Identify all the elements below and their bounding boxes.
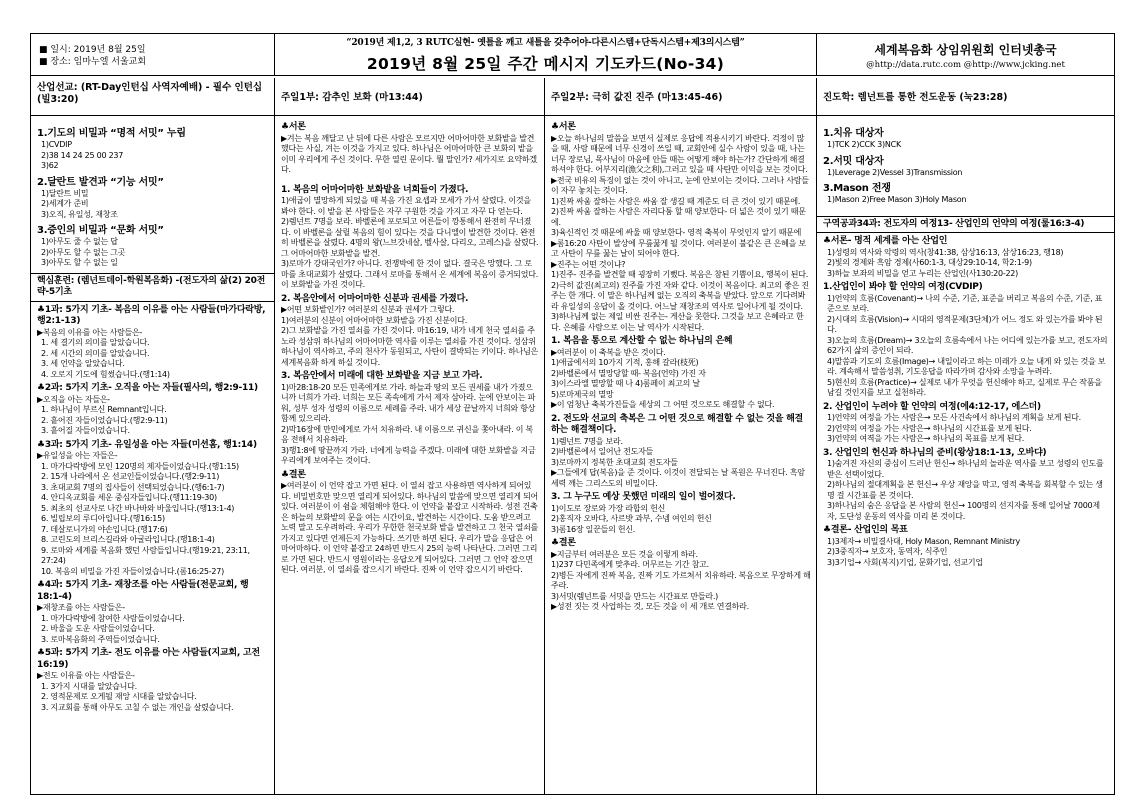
column-industrial-mission (31, 78, 275, 794)
list-item: 3. 세 언약을 알았습니다. (41, 359, 125, 368)
list-item: 1)애굽에서의 10가지 기적, 홍해 갈라(枝死) (551, 358, 699, 367)
list-item: 1)TCK 2)CCK 3)NCK (827, 140, 901, 149)
paragraph: 3)육신적인 것 때문에 싸울 때 양보한다- 영적 축복이 무엇인지 알기 때문에 (551, 228, 802, 237)
section-title: 1.산업인이 봐야 할 언약의 여정(CVDIP) (823, 282, 983, 292)
list-item: 2)아무도 할 수 없는 그곳 (41, 247, 126, 257)
column-body (817, 116, 1114, 568)
lesson-title: ♣1과: 5가지 기초- 복음의 이유를 아는 사람들(마가다락방, 행2:1-13) (37, 304, 266, 326)
paragraph: ▶진주는 어떤 것이냐? (551, 259, 626, 269)
list-item: ▶재창조를 아는 사람들은- (37, 603, 125, 612)
list-item: 9. 로마와 세계를 복음화 했던 사람들입니다.(행19:21, 23:11, 27:24) (41, 545, 250, 565)
list-item: 2)세계가 준비 (41, 199, 89, 208)
list-item: 1. 마가다락방에 모인 120명의 제자들이었습니다.(행1:15) (41, 461, 239, 471)
list-item: ▶이 엄청난 축복가진들을 세상의 그 어떤 것으로도 해결할 수 없다. (551, 400, 775, 409)
list-item: 1)달란트 비밀 (41, 188, 89, 198)
list-item: 4)말씀과 기도의 흐름(Image)→ 내일이라고 하는 미래가 오늘 내게 와 있는 것을 보라. 계속해서 말씀성취, 기도응답을 따라가며 감사와 소망을 누려라. (827, 356, 1106, 376)
org-name: 세계복음화 상임위원회 인터넷총국 (874, 43, 1057, 57)
list-item: 3)하나님의 숨은 응답을 본 사람의 헌신→ 100명의 선지자를 통해 일어날 7000제자, 도단성 운동의 역사를 미리 본 것이다. (827, 501, 1100, 521)
page-title: 2019년 8월 25일 주간 메시지 기도카드(No-34) (366, 54, 725, 73)
paragraph: ▶여러분이 이 언약 잡고 가면 된다. 이 열쇠 잡고 사용하면 역사하게 되어있다. 비밀번호만 맞으면 열리게 되어있다. 하나님의 말씀에 맞으면 열리게 되어있다. 여러분이 이 쉼을 체험해야 한다. 이 언약을 붙잡고 시작하라. 성전 건축은 하늘의 보화밭의 문을 여는 시간이요, 발견하는 시간이다. 도움 받으려고 노력 말고 도우려하라. 우리가 무한한 천국보화 밭을 발견하고 그 천국 열쇠를 가지고 있다면 언제든지 가능하다. 쓰기만 하면 된다. 우리가 말을 응답은 어마어마하다. 이 언약 붙잡고 24하면 반드시 25의 능력 나타난다. 그러면 그리로 가면 된다. 반드시 영원이라는 응답오게 되어있다. 그러면 그 언약 잡으면 된다. 여러분, 이 열쇠를 잡으시기 바란다. 진짜 이 언약 잡으시기 바란다. (281, 481, 539, 574)
list-item: 1. 3가지 시대를 알았습니다. (41, 681, 137, 691)
conclusion-title: ♣결론 (281, 469, 306, 480)
list-item: 2. 흩어진 자들이었습니다.(행2:9-11) (41, 415, 168, 425)
list-item: 5)로마제국의 멸망 (551, 389, 614, 399)
section-title: 3. 산업인의 헌신과 하나님의 준비(왕상18:1-13, 오바댜) (823, 447, 1047, 458)
list-item: 1)3제자→ 비밀결사대, Holy Mason, Remnant Ministry (827, 536, 1021, 546)
conclusion-title: ♣결론 (551, 538, 576, 548)
list-item: 3)이스라엘 멸망할 때 나 4)롬페이 최고의 날 (551, 379, 700, 388)
list-item: 2)바벨론에서 일어난 전도자들 (551, 447, 654, 456)
list-item: 1. 세 결기의 의미를 알았습니다. (41, 338, 150, 347)
header-title-block (275, 34, 817, 76)
list-item: 7. 데살로니가의 야손입니다.(행17:6) (41, 524, 168, 534)
column-sunday-service-2 (545, 78, 817, 794)
lesson-title: ♣3과: 5가지 기초- 유일성을 아는 자들(미션홈, 행1:14) (37, 439, 257, 450)
paragraph: 2)렘넌트 7명을 보라. 바벨론에 포로되고 어른들이 깡통해서 완전히 무너졌다. 이 바벨론을 살릴 복음의 힘이 있다는 것을 다니엘이 발견한 것이다. 완전히 바벨론을 살렸다. 4명의 왕(느브갓네살, 벨사살, 다리오, 고레스)을 살렸다. 그 어마어마한 보화밭을 발견. (281, 217, 539, 258)
paragraph: ▶전국 비유의 특징이 없는 것이 아니고, 눈에 안보이는 것이다. 그러나 사람들이 자꾸 놓치는 것이다. (551, 175, 809, 195)
section-title: 2. 복음안에서 어마어마한 신분과 권세를 가졌다. (281, 293, 469, 304)
list-item: 2)하나님의 절대계획을 본 헌신→ 우상 재앙을 막고, 영적 축복을 회복할 수 있는 생명 걸 시간표를 본 것이다. (827, 480, 1103, 500)
paragraph: ▶겨는 복음 깨달고 난 뒤에 다른 사람은 모르지만 어마어마한 보화밭을 발견했다는 사실, 겨는 이것을 가지고 있다. 하나님은 어마어마한 큰 보화의 밭을 이미 우리에게 주신 것이다. 무한 열린 문이다. 뭘 말인가? 세가지로 요약하겠다. (281, 133, 537, 174)
list-item: 3. 흩어질 자들이었습니다. (41, 426, 130, 435)
list-item: 3. 지교회를 통해 아무도 고칠 수 없는 개인을 살렸습니다. (41, 702, 234, 712)
list-item: 1)언약의 여정을 가는 사람은→ 모든 사건속에서 하나님의 계획을 보게 된다. (827, 413, 1081, 422)
list-item: 4. 오로지 기도에 힘썼습니다.(행1:14) (41, 369, 170, 379)
list-item: 3)서밋(렘넌트를 서밋을 만드는 시간표로 만들라.) (551, 591, 718, 601)
place-line: ■ 장소: 임마누엘 서울교회 (39, 57, 147, 67)
list-item: 2)시대의 흐름(Vision)→ 시대의 영적문제(3단체)가 어느 정도 와 있는가를 봐야 된다. (827, 314, 1103, 334)
list-item: 2)38 14 24 25 00 237 (41, 150, 124, 160)
header-info (31, 34, 275, 76)
list-item: 1)이도로 장로와 가장 라합의 헌신 (551, 503, 666, 513)
list-item: 2)3중직자→ 보호자, 동역자, 식주인 (827, 547, 948, 556)
list-item: 2)홍직자 오바댜, 사르밧 과부, 수넴 여인의 헌신 (551, 514, 712, 523)
list-item: 2. 바울을 도운 사람들이었습니다. (41, 624, 155, 633)
list-item: 2)병든 자에게 진짜 복음, 진짜 기도 가르쳐서 치유하라. 복음으로 무장하게 해주라. (551, 570, 811, 590)
list-item: 1)Leverage 2)Vessel 3)Transmission (827, 167, 963, 177)
list-item: 2)빛의 경제와 흑암 경제(사60:1-3, 대상29:10-14, 학2:1-9) (827, 258, 1032, 267)
column-heading: 주일2부: 극히 값진 진주 (마13:45-46) (545, 78, 816, 116)
section-title: 3.Mason 전쟁 (823, 183, 891, 194)
paragraph: 1)애굽이 멸망하게 되었을 때 복음 가진 요셉과 모세가 가서 살렸다. 이것을 봐야 한다. 이 밭을 본 사람들은 자꾸 구원한 것을 가지고 자꾸 다 얻는다. (281, 196, 531, 216)
paragraph: 1)마28:18-20 모든 민족에게로 가라. 하늘과 땅의 모든 권세를 내가 가졌으니까 너희가 가라. 너희는 모든 족속에게 가서 제자 삼아라. 눈에 안보이는 파워, 성부 성자 성령의 이름으로 세례를 주라. 내가 세상 끝날까지 너희와 항상 함께 있으리라. (281, 382, 536, 423)
paragraph: 2)진짜 싸움 잘하는 사람은 자리다툼 할 때 양보한다- 더 넓은 것이 있기 때문에. (551, 207, 806, 227)
column-body (275, 116, 544, 576)
date-line: ■ 일시: 2019년 8월 25일 (39, 45, 146, 55)
list-item: 5)현신의 흐름(Practice)→ 실제로 내가 무엇을 헌신해야 하고, 실제로 무슨 작품을 남길 것인지를 보고 실천하라. (827, 377, 1102, 397)
column-sunday-service-1 (275, 78, 545, 794)
slogan: “2019년 제1,2, 3 RUTC실현- 옛틀을 깨고 새틀을 갖추어야-다른시스템+단독시스템+제3의시스템” (346, 38, 745, 48)
list-item: 1)숨겨진 자신의 중심이 드러난 헌신→ 하나님의 놀라운 역사를 보고 성령의 인도를 받은 선택이었다. (827, 459, 1104, 479)
list-item: 2. 영적문제로 오게될 재앙 시대를 알았습니다. (41, 692, 197, 701)
list-item: ▶복음의 이유를 아는 사람들은- (37, 327, 143, 337)
list-item: ▶오직을 아는 자들은- (37, 394, 110, 404)
list-item: 3. 로마복음화의 주역들이었습니다. (41, 634, 160, 644)
section-title: 2.달란트 발견과 “기능 서밋” (37, 176, 164, 188)
list-item: ▶그들에게 답(복음)을 준 것이다. 이것이 전달되는 날 폭원은 무너진다. 흑암세력 깨는 그리스도의 비밀이다. (551, 468, 805, 488)
list-item: 1)Mason 2)Free Mason 3)Holy Mason (827, 195, 967, 204)
paragraph: ▶오늘 하나님의 말씀을 보면서 실제로 응답에 적용시키기 바란다. 걱정이 많을 때, 사람 때문에 너무 신경이 쓰일 때, 교회안에 실수 사람이 있을 때, 나는 너무 장로님, 목사님이 마음에 안들 때는 어떻게 해야 하는가? 간단하게 해결하셔야 한다. 어부지리(漁父之利),그러고 있을 때 사탄만 이익을 보는 것이다. (551, 133, 808, 174)
list-item: 3)하늘 보좌의 비밀을 얻고 누리는 산업인(사130:20-22) (827, 268, 1019, 278)
list-item: 3)언약의 여젹을 가는 사람은→ 하나님의 목표를 보게 된다. (827, 434, 1025, 443)
section-title: 2.서밋 대상자 (823, 155, 884, 167)
list-item: 3)아무도 할 수 없는 일 (41, 258, 118, 267)
list-item: 1. 하나님이 부르신 Remnant입니다. (41, 405, 167, 414)
paragraph: 1)진짜 싸움 잘하는 사람은 싸움 잘 생길 때 계준도 더 큰 것이 있기 때문에. (551, 196, 801, 206)
column-body (545, 116, 816, 613)
list-item: 3)62 (41, 161, 59, 170)
paragraph: 3)로마가 강대국인가? 아니다. 전쟁박에 한 것이 없다. 결국은 망했다. 그 로마를 초대교회가 살렸다. 그래서 로마를 통해서 온 세계에 복음이 증거되었다. 이 보화밭을 가진 것이다. (281, 259, 539, 289)
district-lesson-heading: 구역공과34과: 전도자의 여정13- 산업인의 언약의 여정(룰16:3-4) (817, 216, 1114, 234)
list-item: 2)바벨론에서 멸망당할 때- 복음(언약) 가진 자 (551, 368, 706, 378)
paragraph: 2)그 보화밭을 가진 열쇠를 가진 것이다. 마16:19, 내가 네게 천국 열쇠를 주노라 성삼위 하나님의 어마어마한 역사를 이루는 열쇠를 가진 것이다. 성삼위 하나님이 역사하고, 주의 천사가 동원되고, 사탄이 결박되는 키이다. 하나님은 세계복음화 하게 하실 것이다. (281, 326, 539, 367)
list-item: 3)오직, 유일성, 재창조 (41, 209, 118, 219)
section-title: 1. 복음의 어마어마한 보화밭을 너희들이 가졌다. (281, 184, 469, 195)
list-item: 1)성령의 역사와 악령의 역사(창41:38, 삼상16:13, 삼상16:23, 행18) (827, 247, 1064, 257)
list-item: ▶전도 이유를 아는 사람들은- (37, 671, 135, 680)
list-item: 1)언약의 흐름(Covenant)→ 나의 수준, 기준, 표준을 버리고 복음의 수준, 기준, 표준으로 보라. (827, 293, 1103, 313)
list-item: 3)롬16장 일꾼들의 헌신. (551, 524, 636, 534)
list-item: ▶성전 짓는 것 사업하는 것, 모든 것을 이 세 개로 연결하라. (551, 602, 749, 611)
list-item: 6. 빌립보의 루디아입니다.(행16:15) (41, 514, 165, 523)
list-item: ▶여러분이 이 축복을 받은 것이다. (551, 347, 666, 357)
paragraph: 1)여러분의 신분이 어마어마한 보화밭을 가진 신분이다. (281, 315, 467, 325)
list-item: 8. 고린도의 브리스길라와 아굴라입니다.(행18:1-4) (41, 535, 215, 544)
list-item: 1. 마가다락방에 참여한 사람들이었습니다. (41, 613, 185, 623)
list-item: 1)렘넌트 7명을 보라. (551, 436, 623, 446)
section-title: 2. 전도와 선교의 축복은 그 어떤 것으로 해결할 수 없는 것을 해결하는 해결책이다. (551, 413, 803, 435)
intro-title: ♣서론 (551, 122, 576, 132)
list-item: 2. 세 시간의 의미를 알았습니다. (41, 348, 150, 358)
paragraph: 3)행1:8에 땅끝까지 가라. 너에게 능력을 주겠다. 미래에 대한 보화밭을 지금 우리에게 보여주는 것이다. (281, 445, 536, 465)
section-title: 3. 그 누구도 예상 못했던 미래의 일이 벌어졌다. (551, 492, 736, 502)
lesson-title: ♣2과: 5가지 기초- 오직을 아는 자들(필사의, 행2:9-11) (37, 383, 258, 393)
intro-title: ♣서론- 명적 세계를 아는 산업인 (823, 236, 948, 246)
paragraph: 1)진주- 진주를 발견할 때 굉장히 기뻤다. 복음은 참된 기쁨이요, 행복이 된다. (551, 270, 809, 279)
paragraph: ▶어떤 보화밭인가? 여러분의 신분과 권세가 그렇다. (281, 305, 455, 314)
paragraph: 3)하나님께 없는 제일 비싼 진주는- 게산을 못한다. 그것을 보고 은혜라고 한다. 은혜를 사람으로 이는 날 역사가 시작된다. (551, 312, 804, 332)
list-item: 3. 초대교회 7명의 집사들이 선택되었습니다.(행6:1-7) (41, 482, 225, 492)
header-org (817, 34, 1114, 76)
section-title: 1.치유 대상자 (823, 128, 884, 139)
list-item: 3)오늘의 흐름(Dream)→ 3오늘의 흐름속에서 나는 어디에 있는가를 보고, 전도자의 62가지 삶의 증인이 되라. (827, 335, 1108, 355)
section-title: 1. 복음을 통으로 계산할 수 없는 하나님의 은혜 (551, 336, 733, 346)
column-heading: 진도학: 렘넌트를 통한 전도운동 (눅23:28) (817, 78, 1114, 116)
list-item: 10. 복음의 비밀을 가진 자들이었습니다.(롬16:25-27) (41, 566, 224, 576)
list-item: ▶유일성을 아는 자들은- (37, 451, 118, 460)
column-heading: 주일1부: 감추인 보화 (마13:44) (275, 78, 544, 116)
list-item: 5. 최초의 선교사로 나간 바나바와 바울입니다.(행13:1-4) (41, 503, 235, 513)
prayer-card-page (30, 33, 1115, 795)
section-title: 1.기도의 비밀과 “명적 서밋” 누림 (37, 128, 186, 139)
intro-title: ♣서론 (281, 122, 306, 132)
paragraph: 2)극히 값진(최고의) 진주를 가진 자와 같다. 이것이 복음이다. 최고의 좋은 진주는 한 개다. 이 말은 하나님께 없는 오직의 축복을 받았다. 앞으로 기다려봐라 유일성의 응답이 올 것이다. 어느날 재창조의 역사로 일어나게 될 것이다. (551, 280, 809, 311)
core-training-heading: 핵심훈련: (렘넌트데이-학원복음화) -(전도자의 삶(2) 20전략-5기초 (31, 273, 274, 302)
section-title: 3.증인의 비밀과 “문화 서밋” (37, 225, 164, 236)
org-urls: @http://data.rutc.com @http://www.jcking.net (866, 60, 1065, 70)
column-evangelism-study (817, 78, 1114, 794)
column-body (31, 116, 274, 713)
conclusion-title: ♣결론- 산업인의 목표 (823, 525, 908, 535)
list-item: 3)3기업→ 사회(복지)기업, 문화기업, 선교기업 (827, 557, 983, 567)
column-heading: 산업선교: (RT-Day인턴십 사역자예배) - 필수 인턴십(빌3:20) (31, 78, 274, 116)
list-item: 2)언약의 여정을 가는 사람은→ 하나님의 시간표를 보게 된다. (827, 423, 1032, 433)
section-title: 3. 복음안에서 미래에 대한 보화밭을 지금 보고 가라. (281, 371, 483, 381)
list-item: 4. 안디옥교회를 세운 중심자들입니다.(행11:19-30) (41, 493, 217, 502)
section-title: 2. 산업인이 누려야 할 언약의 여정(에4:12-17, 에스더) (823, 401, 1041, 412)
list-item: 3)로마까지 정복한 초대교회 전도자들 (551, 457, 678, 467)
list-item: 2. 15개 나라에서 온 선교인들이었습니다.(행2:9-11) (41, 472, 220, 481)
list-item: 1)237 다민족에게 맞추라. 머무르는 기간 참고. (551, 560, 709, 569)
lesson-title: ♣4과: 5가지 기초- 재창조를 아는 사람들(전문교회, 행18:1-4) (37, 580, 249, 602)
header (31, 34, 1114, 76)
list-item: 1)CVDIP (41, 140, 72, 149)
paragraph: ▶롬16:20 사탄이 발상에 무릎꿇게 될 것이다. 여러분이 불같은 큰 은혜을 보고 사탄이 무릎 꿇는 날이 되어야 한다. (551, 238, 806, 258)
list-item: 1)아무도 줄 수 없는 답 (41, 237, 118, 246)
list-item: ▶지금부터 여러분은 모든 것을 이렇게 하라. (551, 549, 698, 559)
paragraph: 2)막16장에 만민에게로 가서 치유하라. 내 이름으로 귀신을 쫓아내라. 이 복음 전해서 치유하라. (281, 424, 533, 444)
lesson-title: ♣5과: 5가지 기초- 전도 이유를 아는 사람들(지교회, 고전16:19) (37, 648, 260, 670)
